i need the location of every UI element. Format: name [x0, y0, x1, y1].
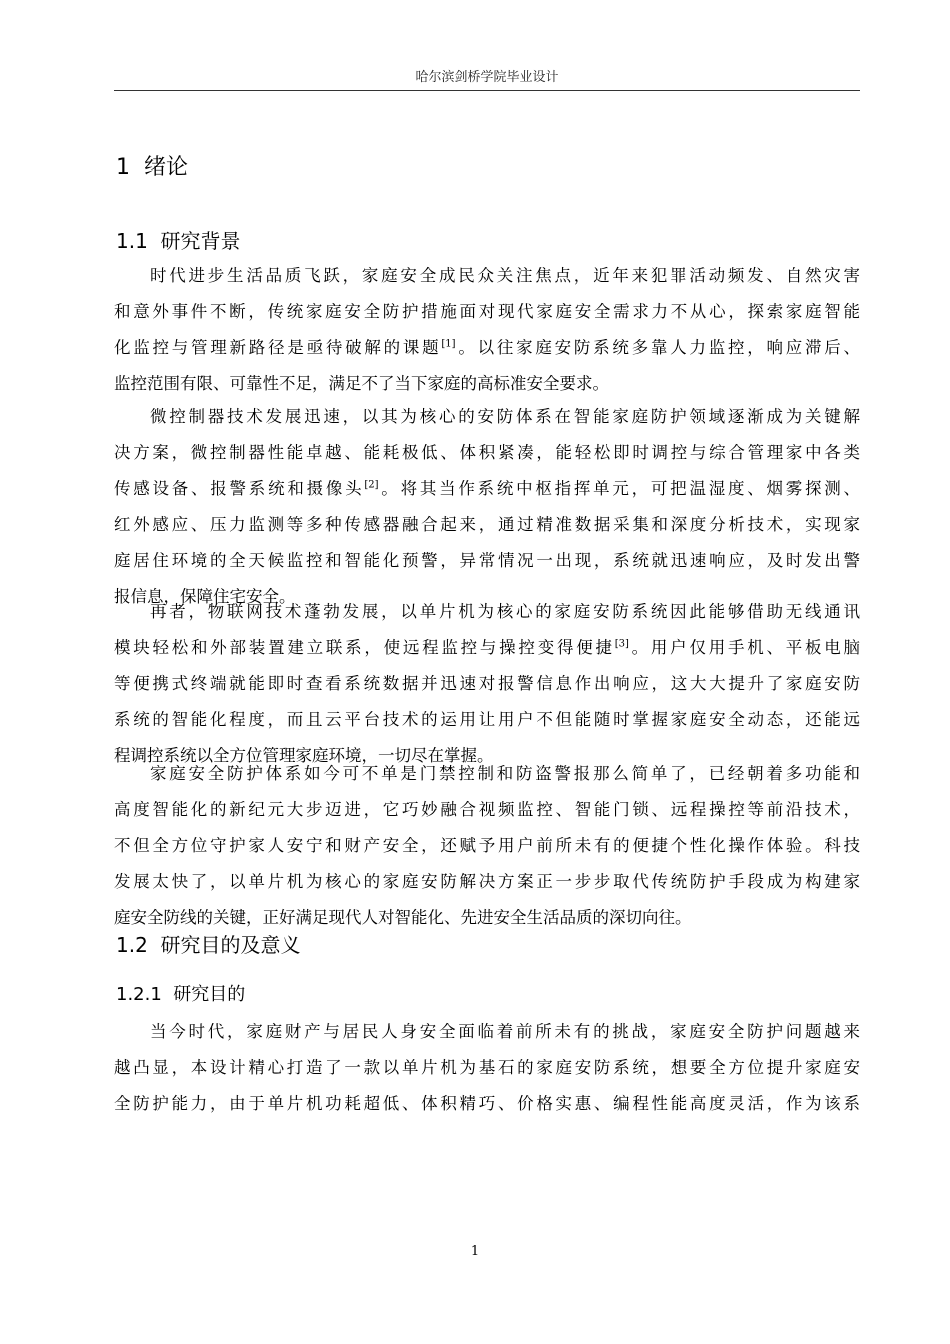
section-heading-1-1: 1.1 研究背景	[116, 229, 241, 253]
text-line: 监控范围有限、可靠性不足，满足不了当下家庭的高标准安全要求。	[114, 374, 609, 393]
citation-ref: [3]	[614, 638, 629, 650]
text-line: 时代进步生活品质飞跃，家庭安全成民众关注焦点，近年来犯罪活动频发、自然灾害	[150, 266, 860, 285]
subsection-heading-1-2-1: 1.2.1 研究目的	[116, 984, 246, 1005]
text-line: 庭安全防线的关键，正好满足现代人对智能化、先进安全生活品质的深切向往。	[114, 908, 692, 927]
text-line: 当今时代，家庭财产与居民人身安全面临着前所未有的挑战，家庭安全防护问题越来	[150, 1022, 860, 1041]
text-line: 不但全方位守护家人安宁和财产安全，还赋予用户前所未有的便捷个性化操作体验。科技	[114, 836, 860, 855]
text-line: 全防护能力，由于单片机功耗超低、体积精巧、价格实惠、编程性能高度灵活，作为该系	[114, 1094, 860, 1113]
text-span: 模块轻松和外部装置建立联系，使远程监控与操控变得便捷	[114, 638, 615, 657]
text-line	[114, 630, 860, 666]
text-line: 等便携式终端就能即时查看系统数据并迅速对报警信息作出响应，这大大提升了家庭安防	[114, 674, 860, 693]
text-line: 系统的智能化程度，而且云平台技术的运用让用户不但能随时掌握家庭安全动态，还能远	[114, 710, 860, 729]
chapter-heading: 1 绪论	[116, 155, 188, 180]
text-line: 再者，物联网技术蓬勃发展，以单片机为核心的家庭安防系统因此能够借助无线通讯	[150, 602, 860, 621]
text-line: 高度智能化的新纪元大步迈进，它巧妙融合视频监控、智能门锁、远程操控等前沿技术，	[114, 800, 860, 819]
text-span: 。将其当作系统中枢指挥单元，可把温湿度、烟雾探测、	[378, 479, 861, 498]
section-heading-1-2: 1.2 研究目的及意义	[116, 933, 301, 957]
text-line: 决方案，微控制器性能卓越、能耗极低、体积紧凑，能轻松即时调控与综合管理家中各类	[114, 443, 860, 462]
text-line: 微控制器技术发展迅速，以其为核心的安防体系在智能家庭防护领域逐渐成为关键解	[150, 407, 860, 426]
text-line: 越凸显，本设计精心打造了一款以单片机为基石的家庭安防系统，想要全方位提升家庭安	[114, 1058, 860, 1077]
text-line: 和意外事件不断，传统家庭安全防护措施面对现代家庭安全需求力不从心，探索家庭智能	[114, 302, 860, 321]
text-line: 报信息，保障住宅安全。	[114, 587, 296, 606]
page-number: 1	[470, 1244, 480, 1259]
header-divider	[114, 90, 860, 91]
running-header: 哈尔滨剑桥学院毕业设计	[415, 70, 559, 85]
text-line: 程调控系统以全方位管理家庭环境，一切尽在掌握。	[114, 746, 494, 765]
text-line: 家庭安全防护体系如今可不单是门禁控制和防盗警报那么简单了，已经朝着多功能和	[150, 764, 860, 783]
text-span: 传感设备、报警系统和摄像头	[114, 479, 365, 498]
text-line: 庭居住环境的全天候监控和智能化预警，异常情况一出现，系统就迅速响应，及时发出警	[114, 551, 860, 570]
text-line	[114, 330, 860, 366]
citation-ref: [1]	[441, 338, 456, 350]
citation-ref: [2]	[364, 479, 379, 491]
text-line: 红外感应、压力监测等多种传感器融合起来，通过精准数据采集和深度分析技术，实现家	[114, 515, 860, 534]
text-line	[114, 471, 860, 507]
text-line: 发展太快了，以单片机为核心的家庭安防解决方案正一步步取代传统防护手段成为构建家	[114, 872, 860, 891]
text-span: 。以往家庭安防系统多靠人力监控，响应滞后、	[455, 338, 861, 357]
text-span: 。用户仅用手机、平板电脑	[628, 638, 861, 657]
text-span: 化监控与管理新路径是亟待破解的课题	[114, 338, 442, 357]
